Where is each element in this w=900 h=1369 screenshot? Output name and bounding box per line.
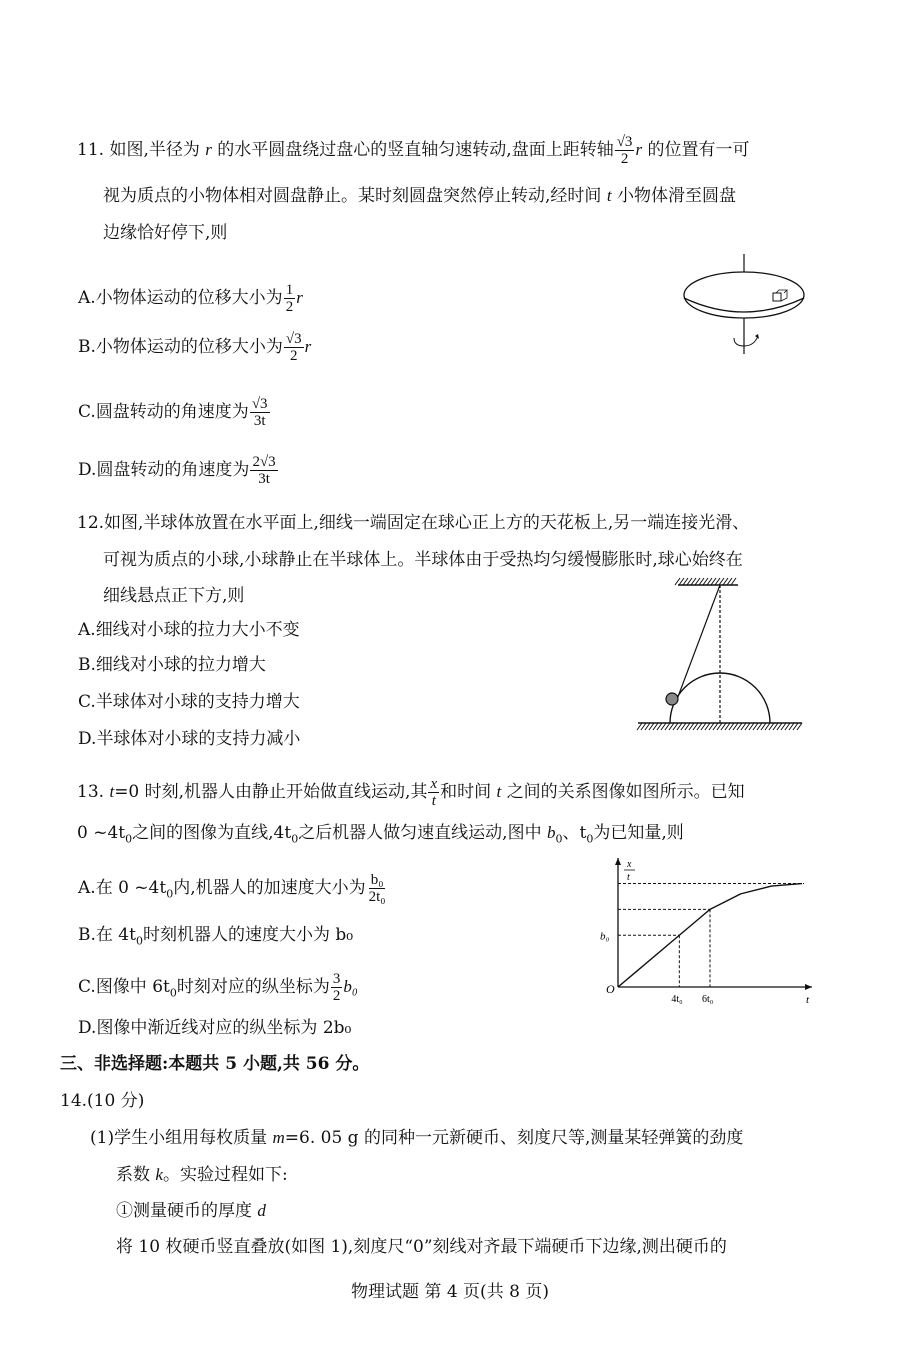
frac-num: b₀ [370,872,384,888]
option-text: 细线对小球的拉力大小不变 [95,620,300,640]
var-t: t [109,782,115,801]
page-footer: 物理试题 第 4 页(共 8 页) [351,1282,549,1302]
q11-text: 如图,半径为 [109,140,200,160]
subscript: 0 [166,887,174,901]
option-label: D. [78,729,97,749]
fraction-x-over-t [428,776,439,809]
string [676,585,720,702]
option-text: 时刻对应的纵坐标为 [176,977,330,997]
option-text: 时刻机器人的速度大小为 b₀ [142,925,354,945]
frac-den: t [431,793,436,809]
option-text: 半球体对小球的支持力增大 [95,692,300,712]
frac-num: 3 [332,971,341,987]
x-tick-label: 4t₀ [671,994,683,1005]
fraction [615,134,635,167]
q11-text: 视为质点的小物体相对圆盘静止。某时刻圆盘突然停止转动,经时间 [103,186,602,206]
q14-step1 [116,1200,266,1222]
option-label: B. [78,925,96,945]
option-text: 在 0 ~4t [95,878,167,898]
q12-number: 12. [77,513,105,533]
option-text: 内,机器人的加速度大小为 [173,878,366,898]
q11-number: 11. [77,140,105,160]
option-text: 圆盘转动的角速度为 [96,460,250,480]
option-label: A. [78,288,96,308]
small-ball [666,693,678,705]
q12-option-a[interactable] [78,619,300,641]
q12-option-c[interactable] [78,691,300,713]
q13-option-b[interactable] [78,924,353,952]
var-d: d [257,1201,266,1220]
frac-num: 2√3 [252,454,276,470]
q11-line2 [103,185,736,207]
q12-option-b[interactable] [78,654,266,676]
q11-line1 [77,134,749,167]
q13-text: 、t [562,823,587,843]
q14-number: 14. [60,1091,88,1111]
fraction [250,454,277,487]
q12-line2: 可视为质点的小球,小球静止在半球体上。半球体由于受热均匀缓慢膨胀时,球心始终在 [103,550,743,570]
var-k: k [155,1165,163,1184]
y-tick-label: b₀ [600,930,610,943]
q11-option-d[interactable] [78,454,279,487]
var-r: r [205,140,212,159]
option-label: C. [78,402,96,422]
fraction [284,331,304,364]
var-b: b [547,823,556,842]
q11-option-c[interactable] [78,396,271,429]
x-tick-label: 6t₀ [702,994,714,1005]
fraction [331,971,343,1004]
y-label-num: x [627,859,632,870]
option-text: 细线对小球的拉力增大 [95,655,266,675]
var-t: t [496,782,502,801]
q13-option-c[interactable] [78,971,358,1004]
subscript: 0 [586,832,594,846]
q14-points: (10 分) [87,1091,145,1111]
frac-den: 2 [290,348,298,364]
frac-num: √3 [251,396,268,412]
q12-line1 [77,512,749,534]
q11-text: 的水平圆盘绕过盘心的竖直轴匀速转动,盘面上距转轴 [217,140,614,160]
option-text: 小物体运动的位移大小为 [95,337,283,357]
q14-text: 系数 [116,1165,150,1185]
q13-text: 之后机器人做匀速直线运动,图中 [298,823,542,843]
q11-line3: 边缘恰好停下,则 [103,223,228,243]
q11-option-a[interactable] [78,282,303,315]
frac-num: √3 [285,331,302,347]
option-label: D. [78,1018,97,1038]
option-text: 半球体对小球的支持力减小 [96,729,301,749]
q13-line2 [77,822,684,850]
q13-number: 13. [77,782,105,802]
option-label: A. [78,620,96,640]
x-axis-label: t [806,994,810,1006]
var-b: b₀ [343,977,358,996]
option-text: 圆盘转动的角速度为 [95,402,249,422]
q12-option-d[interactable] [78,728,300,750]
q13-text: 之间的图像为直线,4t [132,823,292,843]
option-label: B. [78,337,96,357]
fraction [250,396,270,429]
option-label: B. [78,655,96,675]
q14-text: =6. 05 g 的同种一元新硬币、刻度尺等,测量某轻弹簧的劲度 [284,1128,744,1148]
option-label: D. [78,460,97,480]
q14-text: 。实验过程如下: [162,1165,288,1185]
frac-den: 2 [620,151,629,167]
option-text: 图像中 6t [95,977,170,997]
option-text: 在 4t [95,925,136,945]
frac-den: 2 [332,988,341,1004]
q13-text: 0 ~4t [77,823,126,843]
frac-den: 2t₀ [368,889,386,905]
frac-den: 3t [258,471,270,487]
q14-text: (1)学生小组用每枚质量 [90,1128,268,1148]
section-3-heading: 三、非选择题:本题共 5 小题,共 56 分。 [60,1054,370,1074]
frac-den: 2 [285,299,294,315]
option-label: A. [78,878,96,898]
q11-text: 小物体滑至圆盘 [616,186,736,206]
q12-line3: 细线悬点正下方,则 [103,586,245,606]
option-label: C. [78,692,96,712]
frac-num: √3 [616,134,633,150]
q14-header [60,1090,144,1112]
q13-text: 为已知量,则 [593,823,684,843]
q14-text: ①测量硬币的厚度 [116,1201,252,1221]
q12-text: 如图,半球体放置在水平面上,细线一端固定在球心正上方的天花板上,另一端连接光滑、 [104,513,750,533]
small-block [773,293,781,301]
option-text: 小物体运动的位移大小为 [95,288,283,308]
rotation-arrow-icon [734,336,758,346]
q13-text: 之间的关系图像如图所示。已知 [506,782,745,802]
var-r: r [635,140,643,159]
y-label-den: t [627,872,630,883]
frac-num: 1 [285,282,294,298]
subscript: 0 [555,832,563,846]
subscript: 0 [291,832,299,846]
origin-label: O [606,982,615,996]
rotating-disc-figure [670,250,820,360]
q11-option-b[interactable] [78,331,311,364]
var-t: t [606,186,612,205]
disc-top [684,272,804,318]
y-axis-arrow-icon [615,858,621,865]
hemisphere-figure [630,575,810,735]
q13-text: =0 时刻,机器人由静止开始做直线运动,其 [114,782,428,802]
option-label: C. [78,977,96,997]
frac-num: x [430,776,438,792]
option-text: 图像中渐近线对应的纵坐标为 2b₀ [96,1018,352,1038]
x-over-t-chart [590,850,820,1010]
q11-text: 的位置有一可 [647,140,750,160]
fraction [367,872,388,905]
subscript: 0 [169,986,177,1000]
q14-step1-text: 将 10 枚硬币竖直叠放(如图 1),刻度尺“0”刻线对齐最下端硬币下边缘,测出硬币的 [116,1237,727,1257]
subscript: 0 [125,832,133,846]
q13-line1 [77,776,745,809]
q14-part1-line1 [90,1127,743,1149]
q13-option-d[interactable] [78,1017,351,1039]
fraction [284,282,296,315]
x-axis-arrow-icon [805,984,812,990]
var-r: r [304,337,312,356]
var-r: r [296,288,303,307]
q14-part1-line2 [116,1164,288,1186]
frac-den: 3t [253,413,266,429]
q13-option-a[interactable] [78,872,389,905]
q13-text: 和时间 [440,782,492,802]
subscript: 0 [135,934,143,948]
var-m: m [272,1128,285,1147]
